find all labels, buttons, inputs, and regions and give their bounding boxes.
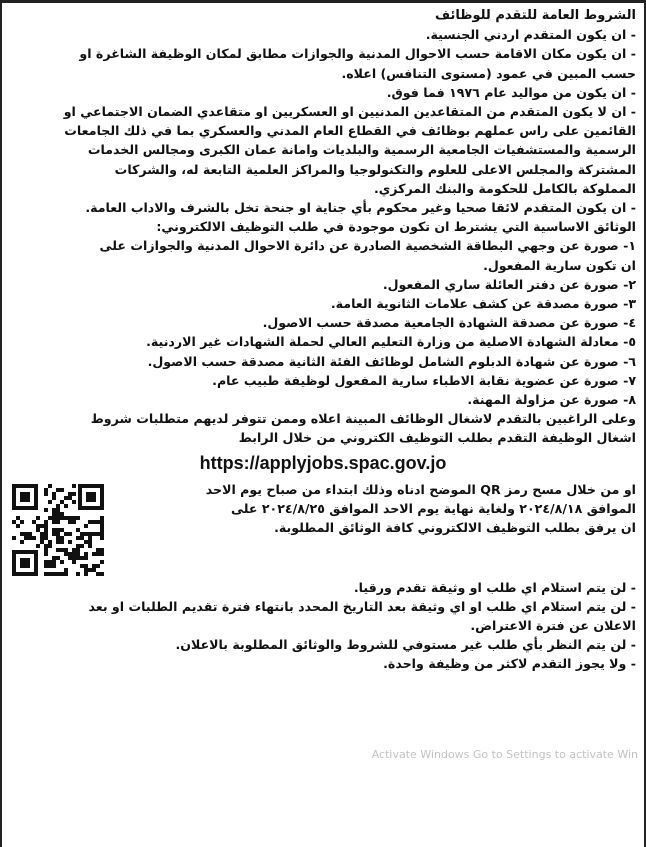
qr-module: [44, 488, 48, 492]
qr-module: [84, 572, 88, 576]
qr-module: [72, 500, 76, 504]
condition-line: المملوكة بالكامل للحكومة والبنك المركزي.: [373, 180, 636, 196]
qr-module: [52, 492, 56, 496]
qr-module: [12, 520, 16, 524]
qr-module: [44, 528, 48, 532]
qr-module: [60, 500, 64, 504]
document-item: ان تكون سارية المفعول.: [483, 257, 636, 273]
qr-module: [44, 544, 48, 548]
qr-module: [52, 508, 56, 512]
qr-module: [80, 532, 84, 536]
qr-module: [36, 516, 40, 520]
qr-module: [52, 528, 56, 532]
qr-module: [68, 496, 72, 500]
qr-module: [56, 504, 60, 508]
qr-module: [44, 564, 48, 568]
qr-module: [60, 516, 64, 520]
qr-module: [100, 536, 104, 540]
qr-module: [52, 572, 56, 576]
qr-module: [68, 540, 72, 544]
qr-module: [96, 520, 100, 524]
qr-module: [72, 548, 76, 552]
qr-code-icon[interactable]: [10, 482, 106, 578]
qr-module: [92, 564, 96, 568]
qr-module: [76, 536, 80, 540]
condition-line: المشتركة والمجلس الاعلى للعلوم والتكنولوجيا والمراكز العلمية التابعة له، والشركات: [114, 161, 636, 177]
qr-module: [76, 548, 80, 552]
qr-module: [76, 528, 80, 532]
application-url[interactable]: https://applyjobs.spac.gov.jo: [199, 452, 447, 473]
qr-module: [96, 532, 100, 536]
note-line: الاعلان عن فترة الاعتراض.: [470, 618, 636, 634]
document-item: ٧- صورة عن عضوية نقابة الاطباء سارية المفعول لوظيفة طبيب عام.: [212, 372, 636, 388]
ad-content: [10, 6, 636, 674]
qr-module: [64, 532, 68, 536]
qr-module: [64, 504, 68, 508]
qr-module: [96, 572, 100, 576]
qr-module: [56, 516, 60, 520]
qr-module: [56, 512, 60, 516]
qr-module: [48, 500, 52, 504]
qr-module: [80, 564, 84, 568]
qr-module: [84, 564, 88, 568]
qr-module: [72, 552, 76, 556]
qr-module: [100, 560, 104, 564]
qr-module: [68, 532, 72, 536]
qr-module: [60, 488, 64, 492]
condition-line: - ان يكون من مواليد عام ١٩٧٦ فما فوق.: [386, 84, 636, 100]
qr-module: [84, 524, 88, 528]
qr-module: [68, 556, 72, 560]
document-item: ٦- صورة عن شهادة الدبلوم الشامل لوظائف الفئة الثانية مصدقة حسب الاصول.: [147, 353, 636, 369]
condition-line: - ان يكون مكان الاقامة حسب الاحوال المدنية والجوازات مطابق لمكان الوظيفة الشاغرة او: [79, 46, 636, 62]
qr-module: [56, 528, 60, 532]
qr-module: [68, 516, 72, 520]
qr-module: [80, 556, 84, 560]
qr-module: [20, 520, 24, 524]
qr-module: [76, 556, 80, 560]
qr-module: [52, 516, 56, 520]
qr-module: [40, 536, 44, 540]
qr-module: [44, 524, 48, 528]
qr-module: [44, 520, 48, 524]
qr-module: [44, 572, 48, 576]
qr-module: [76, 516, 80, 520]
note-line: - لن يتم استلام اي طلب او اي وثيقة بعد التاريخ المحدد بانتهاء فترة تقديم الطلبات او بعد: [88, 598, 636, 614]
document-item: ٨- صورة عن مزاولة المهنة.: [467, 392, 636, 408]
qr-module: [52, 496, 56, 500]
qr-text-line: او من خلال مسح رمز QR الموضح ادناه وذلك ابتداء من صباح يوم الاحد: [205, 481, 636, 497]
qr-module: [56, 572, 60, 576]
qr-module: [56, 520, 60, 524]
qr-module: [40, 540, 44, 544]
qr-module: [80, 536, 84, 540]
qr-module: [52, 532, 56, 536]
qr-module: [88, 520, 92, 524]
qr-module: [56, 508, 60, 512]
qr-module: [100, 524, 104, 528]
qr-module: [16, 524, 20, 528]
qr-module: [100, 528, 104, 532]
qr-module: [52, 512, 56, 516]
qr-module: [52, 520, 56, 524]
qr-module: [36, 528, 40, 532]
qr-module: [60, 540, 64, 544]
qr-module: [44, 536, 48, 540]
qr-module: [76, 552, 80, 556]
document-item: ٥- معادلة الشهادة الاصلية من وزارة التعليم العالي لحملة الشهادات غير الاردنية.: [146, 334, 636, 350]
qr-module: [40, 532, 44, 536]
qr-module: [76, 544, 80, 548]
qr-module: [56, 488, 60, 492]
qr-module: [88, 544, 92, 548]
documents-intro: الوثائق الاساسية التي يشترط ان تكون موجودة في طلب التوظيف الالكتروني:: [156, 219, 636, 235]
document-item: ٢- صورة عن دفتر العائلة ساري المفعول.: [382, 276, 636, 292]
qr-module: [84, 568, 88, 572]
qr-module: [48, 516, 52, 520]
qr-module: [64, 496, 68, 500]
qr-module: [88, 532, 92, 536]
qr-module: [100, 516, 104, 520]
note-line: - لن يتم النظر بأي طلب غير مستوفي للشروط والوثائق المطلوبة بالاعلان.: [175, 637, 636, 653]
qr-module: [16, 516, 20, 520]
qr-module: [100, 548, 104, 552]
qr-module: [52, 560, 56, 564]
qr-module: [52, 564, 56, 568]
qr-module: [40, 524, 44, 528]
qr-module: [28, 532, 32, 536]
qr-module: [96, 564, 100, 568]
qr-module: [96, 548, 100, 552]
qr-module: [60, 560, 64, 564]
qr-module: [84, 532, 88, 536]
qr-module: [100, 552, 104, 556]
qr-module: [68, 492, 72, 496]
qr-module: [64, 516, 68, 520]
apply-intro-line: وعلى الراغبين بالتقدم لاشغال الوظائف المبينة اعلاه وممن تتوفر لديهم متطلبات شروط: [90, 411, 636, 427]
qr-module: [20, 532, 24, 536]
qr-module: [68, 520, 72, 524]
qr-module: [60, 548, 64, 552]
qr-module: [100, 572, 104, 576]
qr-text-line: الموافق ٢٠٢٤/٨/١٨ ولغاية نهاية يوم الاحد الموافق ٢٠٢٤/٨/٢٥ على: [231, 500, 636, 516]
qr-module: [72, 516, 76, 520]
qr-module: [92, 568, 96, 572]
qr-module: [84, 540, 88, 544]
qr-module: [36, 544, 40, 548]
qr-module: [32, 520, 36, 524]
qr-module: [60, 528, 64, 532]
qr-module: [92, 552, 96, 556]
qr-module: [56, 540, 60, 544]
qr-module: [80, 544, 84, 548]
qr-module: [44, 532, 48, 536]
qr-module: [56, 536, 60, 540]
qr-module: [76, 572, 80, 576]
activate-windows-watermark: Activate Windows Go to Settings to activate Win: [371, 748, 638, 761]
qr-module: [52, 556, 56, 560]
qr-module: [92, 532, 96, 536]
condition-line: - ان لا يكون المتقدم من المتقاعدين المدنيين او العسكريين او متقاعدي الضمان الاجتماعي او: [63, 104, 636, 120]
section-heading: الشروط العامة للتقدم للوظائف: [434, 8, 636, 23]
qr-instructions: [114, 480, 636, 538]
qr-module: [48, 540, 52, 544]
qr-module: [84, 556, 88, 560]
qr-module: [28, 536, 32, 540]
qr-module: [24, 532, 28, 536]
apply-intro-line: اشغال الوظيفة التقدم بطلب التوظيف الكتروني من خلال الرابط: [238, 430, 636, 446]
qr-module: [48, 484, 52, 488]
qr-module: [72, 556, 76, 560]
qr-module: [56, 532, 60, 536]
qr-module: [72, 492, 76, 496]
qr-module: [84, 552, 88, 556]
qr-module: [44, 548, 48, 552]
qr-module: [44, 508, 48, 512]
qr-module: [44, 552, 48, 556]
qr-module: [68, 552, 72, 556]
qr-module: [88, 540, 92, 544]
qr-module: [96, 552, 100, 556]
qr-text-line: ان يرفق بطلب التوظيف الالكتروني كافة الوثائق المطلوبة.: [274, 520, 636, 536]
qr-module: [32, 536, 36, 540]
qr-module: [56, 548, 60, 552]
qr-module: [48, 564, 52, 568]
condition-line: حسب المبين في عمود (مستوى التنافس) اعلاه.: [341, 65, 636, 81]
top-border: [2, 0, 644, 3]
qr-module: [88, 536, 92, 540]
qr-module: [64, 568, 68, 572]
qr-module: [48, 544, 52, 548]
qr-module: [72, 484, 76, 488]
qr-module: [100, 532, 104, 536]
qr-module: [12, 536, 16, 540]
qr-module: [56, 556, 60, 560]
qr-module: [36, 524, 40, 528]
qr-module: [24, 536, 28, 540]
document-item: ٣- صورة مصدقة عن كشف علامات الثانوية العامة.: [330, 296, 636, 312]
qr-module: [88, 568, 92, 572]
note-line: - ولا يجوز التقدم لاكثر من وظيفة واحدة.: [383, 656, 636, 672]
condition-line: القائمين على راس عملهم بوظائف في القطاع العام المدني والعسكري بما في ذلك الجامعات: [64, 123, 636, 139]
qr-module: [60, 512, 64, 516]
qr-section: [10, 480, 636, 578]
qr-module: [64, 552, 68, 556]
note-line: - لن يتم استلام اي طلب او وثيقة تقدم ورقيا.: [353, 579, 636, 595]
qr-module: [44, 492, 48, 496]
qr-module: [64, 572, 68, 576]
qr-module: [100, 520, 104, 524]
qr-module: [92, 520, 96, 524]
qr-module: [72, 520, 76, 524]
document-item: ٤- صورة عن مصدقة الشهادة الجامعية مصدقة حسب الاصول.: [262, 315, 636, 331]
qr-module: [44, 560, 48, 564]
qr-module: [60, 536, 64, 540]
condition-line: الرسمية والمستشفيات الجامعية الرسمية والبلديات وامانة عمان الكبرى ومجالس الخدمات: [87, 142, 636, 158]
qr-module: [48, 572, 52, 576]
condition-line: - ان يكون المتقدم اردني الجنسية.: [425, 27, 636, 43]
qr-module: [60, 572, 64, 576]
document-item: ١- صورة عن وجهي البطاقة الشخصية الصادرة عن دائرة الاحوال المدنية والجوازات على: [99, 238, 636, 254]
qr-module: [48, 560, 52, 564]
qr-module: [64, 548, 68, 552]
qr-module: [72, 560, 76, 564]
condition-line: - ان يكون المتقدم لائقا صحيا وغير محكوم بأي جناية او جنحة تخل بالشرف والاداب العامة.: [85, 200, 636, 216]
qr-module: [20, 540, 24, 544]
